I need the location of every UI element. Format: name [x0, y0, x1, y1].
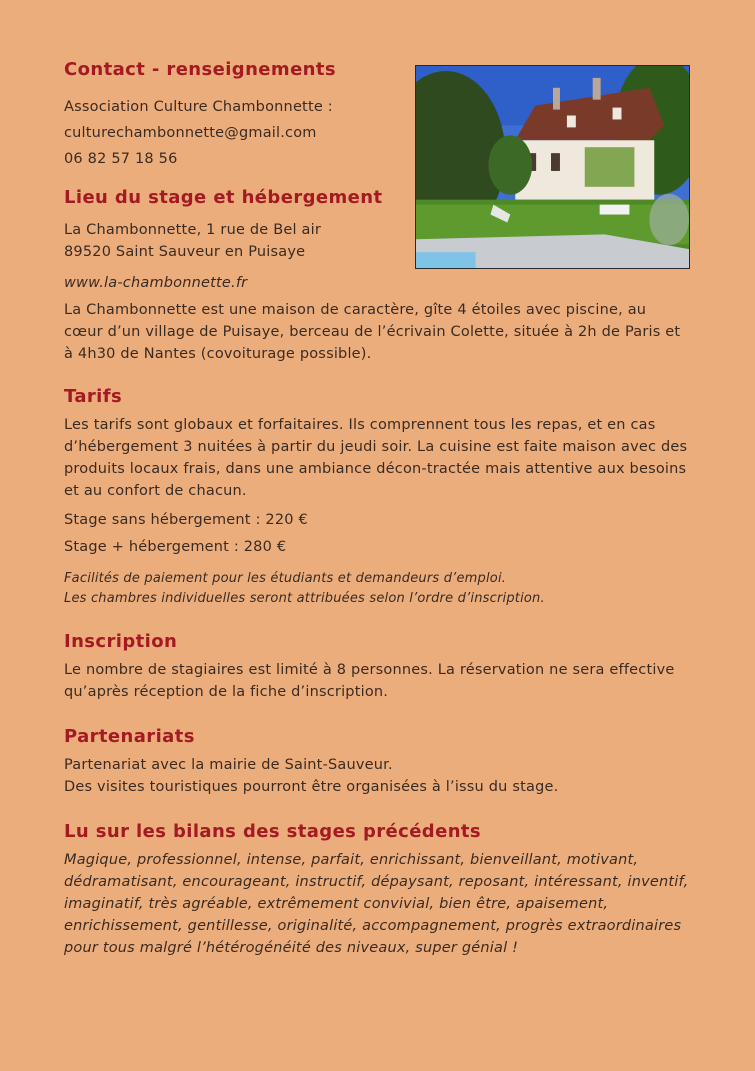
- price-without-lodging: Stage sans hébergement : 220 €: [64, 512, 308, 528]
- partenariats-line1: Partenariat avec la mairie de Saint-Sauveur.: [64, 757, 393, 773]
- bilans-heading: Lu sur les bilans des stages précédents: [64, 821, 482, 842]
- partenariats-line2: Des visites touristiques pourront être organisées à l’issu du stage.: [64, 779, 559, 795]
- contact-heading: Contact - renseignements: [64, 59, 337, 80]
- lieu-description: La Chambonnette est une maison de caractère, gîte 4 étoiles avec piscine, au cœur d’un village de Puisaye, berceau de l’écrivain Colette, située à 2h de Paris et à 4h30 de Nantes (covoiturage possible).: [64, 302, 681, 362]
- contact-phone[interactable]: 06 82 57 18 56: [64, 151, 178, 167]
- lieu-address-line2: 89520 Saint Sauveur en Puisaye: [64, 244, 306, 260]
- lieu-website-link[interactable]: www.la-chambonnette.fr: [64, 275, 248, 291]
- price-with-lodging: Stage + hébergement : 280 €: [64, 539, 287, 555]
- partenariats-heading: Partenariats: [64, 726, 195, 747]
- inscription-text: Le nombre de stagiaires est limité à 8 personnes. La réservation ne sera effective qu’après réception de la fiche d’inscription.: [64, 662, 675, 700]
- lieu-heading: Lieu du stage et hébergement: [64, 187, 383, 208]
- flyer-page: [64, 58, 694, 959]
- bilans-text: Magique, professionnel, intense, parfait, enrichissant, bienveillant, motivant, dédramatisant, encourageant, instructif, dépaysant, reposant, intéressant, inventif, imaginatif, très agréable, extrêmement convivial, bien être, apaisement, enrichissement, gentillesse, originalité, accompagnement, progrès extraordinaires pour tous malgré l’hétérogénéité des niveaux, super génial !: [64, 852, 689, 956]
- tarifs-text: Les tarifs sont globaux et forfaitaires. Ils comprennent tous les repas, et en cas d’hébergement 3 nuitées à partir du jeudi soir. La cuisine est faite maison avec des produits locaux frais, dans une ambiance décon-tractée mais attentive aux besoins et au confort de chacun.: [64, 417, 688, 499]
- tarifs-heading: Tarifs: [64, 386, 123, 407]
- contact-association: Association Culture Chambonnette :: [64, 99, 333, 115]
- house-photo: [415, 65, 690, 269]
- tarifs-note-payment: Facilités de paiement pour les étudiants et demandeurs d’emploi.: [64, 571, 507, 586]
- tarifs-note-rooms: Les chambres individuelles seront attribuées selon l’ordre d’inscription.: [64, 590, 545, 606]
- inscription-heading: Inscription: [64, 631, 178, 652]
- contact-email[interactable]: culturechambonnette@gmail.com: [64, 125, 317, 141]
- lieu-address-line1: La Chambonnette, 1 rue de Bel air: [64, 222, 322, 238]
